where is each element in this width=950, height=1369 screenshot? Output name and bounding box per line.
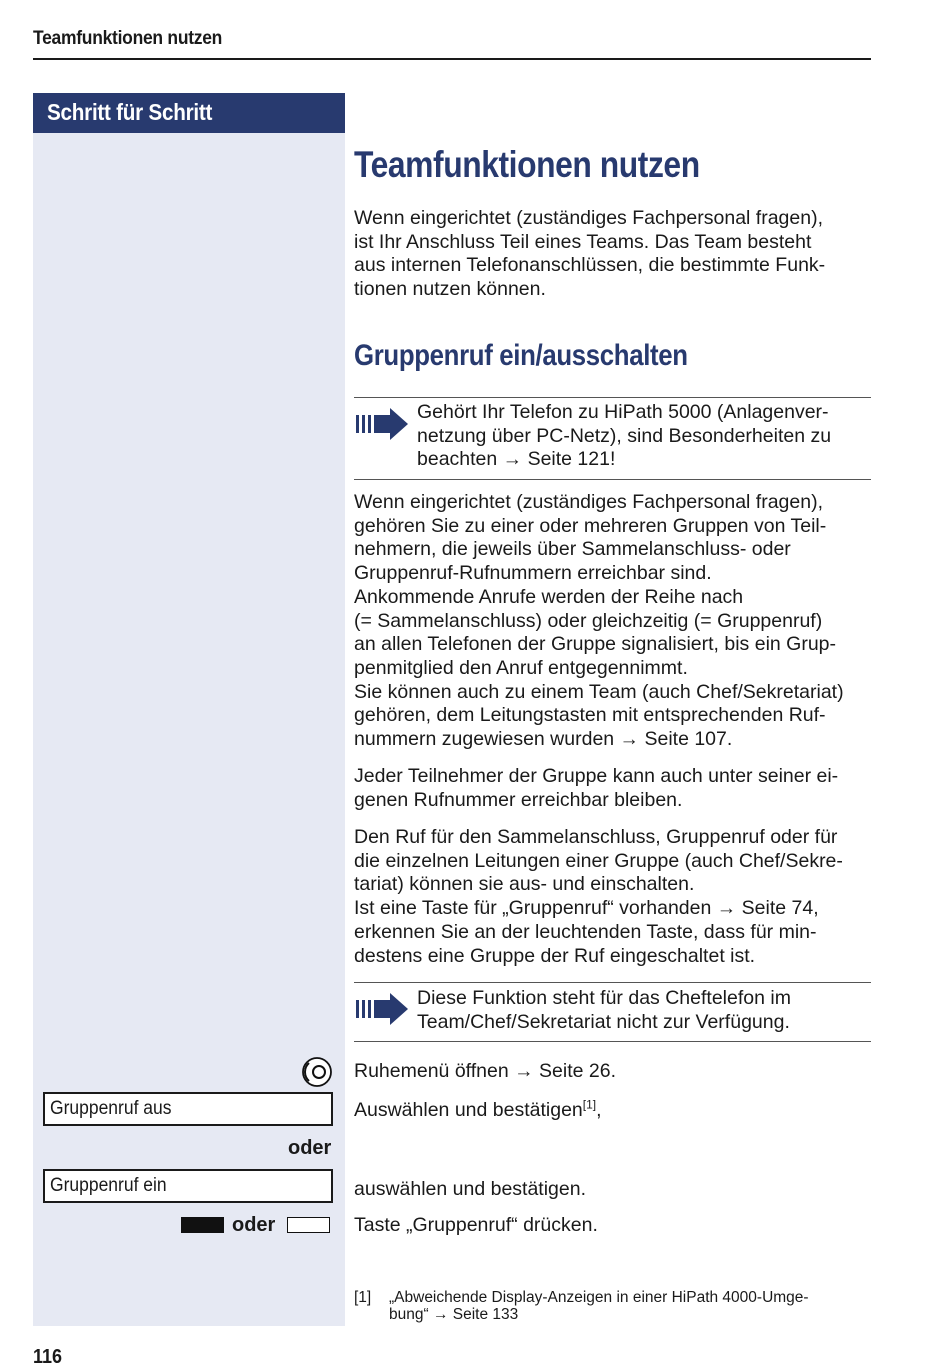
- text-line: tionen nutzen können.: [354, 278, 546, 301]
- sidebar-title-text: Schritt für Schritt: [47, 99, 213, 125]
- oder-label: oder: [232, 1214, 276, 1236]
- oder-label: oder: [288, 1137, 332, 1159]
- text-line: an allen Telefonen der Gruppe signalisiert, bis ein Grup-: [354, 633, 837, 656]
- text-line: nummern zugewiesen wurden → Seite 107.: [354, 728, 733, 751]
- text-line: Wenn eingerichtet (zuständiges Fachpersonal fragen),: [354, 491, 823, 513]
- footnote-marker: [1]: [354, 1289, 372, 1306]
- dial-knob-icon[interactable]: [301, 1056, 333, 1088]
- text-line: Ist eine Taste für „Gruppenruf“ vorhanden → Seite 74,: [354, 897, 819, 920]
- menu-item-gruppenruf-ein[interactable]: [43, 1169, 333, 1203]
- sidebar-title: [33, 93, 345, 133]
- step-open-menu: Ruhemenü öffnen → Seite 26.: [354, 1060, 616, 1082]
- text-line: Jeder Teilnehmer der Gruppe kann auch unter seiner ei-: [354, 765, 839, 787]
- text-line: „Abweichende Display-Anzeigen in einer HiPath 4000-Umge-: [389, 1289, 809, 1306]
- key-lit-icon[interactable]: [181, 1217, 224, 1233]
- footnote-text: [389, 1289, 869, 1323]
- section-title: Gruppenruf ein/ausschalten: [354, 339, 688, 372]
- menu-item-label: Gruppenruf aus: [50, 1098, 172, 1119]
- note-arrow-icon: [355, 992, 409, 1026]
- key-unlit-icon[interactable]: [287, 1217, 330, 1233]
- text-line: Den Ruf für den Sammelanschluss, Gruppenruf oder für: [354, 826, 838, 848]
- note2-rule-top: [354, 982, 871, 983]
- footnote-ref[interactable]: [1]: [582, 1097, 597, 1112]
- step-press-key: Taste „Gruppenruf“ drücken.: [354, 1214, 598, 1236]
- note-rule-bottom: [354, 479, 871, 480]
- text-line: Wenn eingerichtet (zuständiges Fachpersonal fragen),: [354, 207, 823, 229]
- text-line: Gehört Ihr Telefon zu HiPath 5000 (Anlagenver-: [417, 401, 829, 423]
- text-line: netzung über PC-Netz), sind Besonderheiten zu: [417, 424, 832, 447]
- note2-rule-bottom: [354, 1041, 871, 1042]
- header-rule: [33, 58, 871, 60]
- own-number-paragraph: [354, 765, 874, 812]
- text-line: Sie können auch zu einem Team (auch Chef/Sekretariat): [354, 680, 844, 703]
- text-line: (= Sammelanschluss) oder gleichzeitig (= Gruppenruf): [354, 609, 823, 632]
- step-select-confirm-2: auswählen und bestätigen.: [354, 1178, 587, 1200]
- text-line: bung“ → Seite 133: [389, 1306, 519, 1323]
- text-line: genen Rufnummer erreichbar bleiben.: [354, 788, 683, 811]
- menu-item-gruppenruf-aus[interactable]: [43, 1092, 333, 1126]
- text-line: destens eine Gruppe der Ruf eingeschaltet ist.: [354, 944, 756, 967]
- step-text-suffix: ,: [596, 1099, 602, 1121]
- text-line: gehören Sie zu einer oder mehreren Gruppen von Teil-: [354, 514, 827, 537]
- text-line: erkennen Sie an der leuchtenden Taste, dass für min-: [354, 920, 817, 943]
- toggle-paragraph: [354, 826, 874, 968]
- text-line: Diese Funktion steht für das Cheftelefon im: [417, 987, 791, 1009]
- step-text: Auswählen und bestätigen: [354, 1099, 583, 1121]
- text-line: aus internen Telefonanschlüssen, die bestimmte Funk-: [354, 254, 826, 277]
- text-line: Team/Chef/Sekretariat nicht zur Verfügung.: [417, 1010, 790, 1033]
- intro-paragraph: [354, 207, 874, 302]
- text-line: die einzelnen Leitungen einer Gruppe (auch Chef/Sekre-: [354, 849, 843, 872]
- running-header: Teamfunktionen nutzen: [33, 28, 223, 49]
- text-line: Ankommende Anrufe werden der Reihe nach: [354, 585, 744, 608]
- page-number: 116: [33, 1346, 63, 1368]
- page-title: Teamfunktionen nutzen: [354, 144, 700, 185]
- step-select-confirm: [354, 1099, 602, 1123]
- note-hipath5000: [417, 401, 872, 472]
- note-cheftelefon: [417, 987, 872, 1034]
- group-paragraph: [354, 491, 874, 752]
- text-line: nehmern, die jeweils über Sammelanschluss- oder: [354, 538, 791, 561]
- text-line: beachten → Seite 121!: [417, 448, 616, 471]
- text-line: ist Ihr Anschluss Teil eines Teams. Das Team besteht: [354, 230, 812, 253]
- text-line: tariat) können sie aus- und einschalten.: [354, 873, 695, 896]
- note-arrow-icon: [355, 407, 409, 441]
- note-rule-top: [354, 397, 871, 398]
- text-line: gehören, dem Leitungstasten mit entsprechenden Ruf-: [354, 704, 826, 727]
- menu-item-label: Gruppenruf ein: [50, 1175, 167, 1196]
- text-line: Gruppenruf-Rufnummern erreichbar sind.: [354, 562, 712, 585]
- text-line: penmitglied den Anruf entgegennimmt.: [354, 656, 688, 679]
